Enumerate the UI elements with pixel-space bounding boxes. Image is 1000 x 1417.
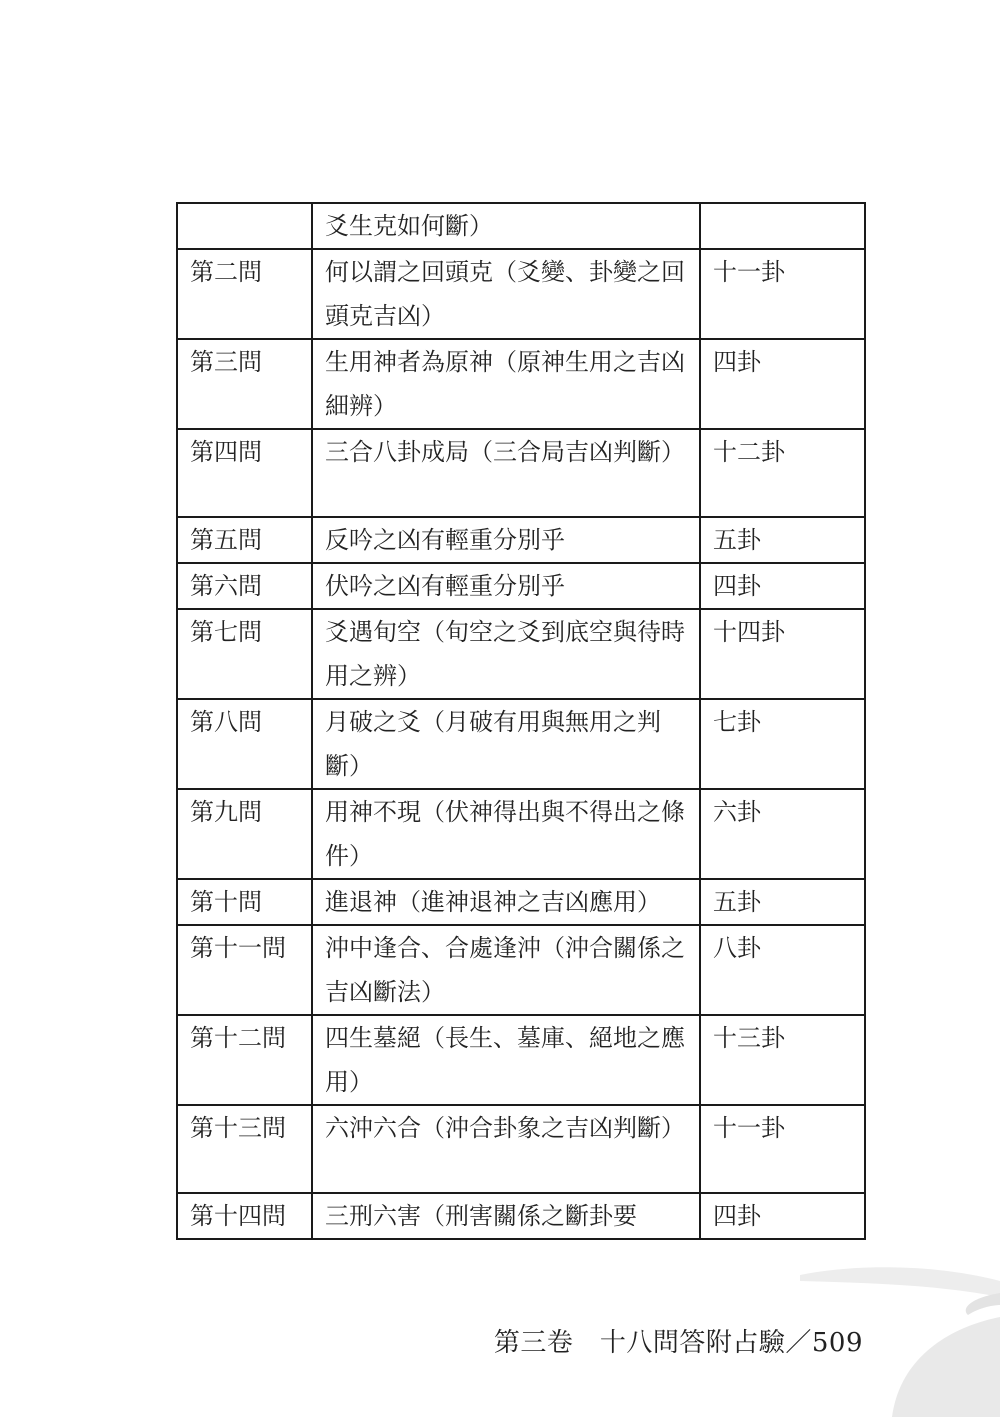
question-topic: 三合八卦成局（三合局吉凶判斷） [312, 429, 700, 517]
question-number: 第十四問 [177, 1193, 312, 1239]
question-topic: 四生墓絕（長生、墓庫、絕地之應用） [312, 1015, 700, 1105]
hexagram-count: 十三卦 [700, 1015, 865, 1105]
table-row [177, 789, 865, 879]
hexagram-count: 四卦 [700, 1193, 865, 1239]
question-number: 第七問 [177, 609, 312, 699]
table-row [177, 563, 865, 609]
hexagram-count: 十一卦 [700, 1105, 865, 1193]
hexagram-count: 四卦 [700, 339, 865, 429]
question-number: 第十三問 [177, 1105, 312, 1193]
hexagram-count: 四卦 [700, 563, 865, 609]
question-topic: 六沖六合（沖合卦象之吉凶判斷） [312, 1105, 700, 1193]
hexagram-count: 十二卦 [700, 429, 865, 517]
table-row [177, 925, 865, 1015]
table-row [177, 339, 865, 429]
question-topic: 三刑六害（刑害關係之斷卦要 [312, 1193, 700, 1239]
question-number: 第十一問 [177, 925, 312, 1015]
question-topic: 進退神（進神退神之吉凶應用） [312, 879, 700, 925]
question-topic: 沖中逢合、合處逢沖（沖合關係之吉凶斷法） [312, 925, 700, 1015]
question-topic: 反吟之凶有輕重分別乎 [312, 517, 700, 563]
table-row [177, 1105, 865, 1193]
table-row [177, 249, 865, 339]
hexagram-count: 六卦 [700, 789, 865, 879]
hexagram-count [700, 203, 865, 249]
table-row [177, 1193, 865, 1239]
question-number: 第十二問 [177, 1015, 312, 1105]
table-row [177, 429, 865, 517]
question-number: 第五問 [177, 517, 312, 563]
question-number: 第九問 [177, 789, 312, 879]
table-row [177, 879, 865, 925]
question-number: 第三問 [177, 339, 312, 429]
table-row [177, 203, 865, 249]
table-row [177, 699, 865, 789]
table-row [177, 609, 865, 699]
question-number: 第八問 [177, 699, 312, 789]
question-number: 第四問 [177, 429, 312, 517]
question-topic: 用神不現（伏神得出與不得出之條件） [312, 789, 700, 879]
contents-table [176, 202, 866, 1240]
question-topic: 生用神者為原神（原神生用之吉凶細辨） [312, 339, 700, 429]
question-topic: 月破之爻（月破有用與無用之判斷） [312, 699, 700, 789]
question-number: 第二問 [177, 249, 312, 339]
question-number [177, 203, 312, 249]
hexagram-count: 十一卦 [700, 249, 865, 339]
question-number: 第十問 [177, 879, 312, 925]
hexagram-count: 八卦 [700, 925, 865, 1015]
table-row [177, 1015, 865, 1105]
table-row [177, 517, 865, 563]
hexagram-count: 七卦 [700, 699, 865, 789]
page-footer: 第三卷 十八問答附占驗／509 [493, 1328, 863, 1358]
question-topic: 何以謂之回頭克（爻變、卦變之回頭克吉凶） [312, 249, 700, 339]
hexagram-count: 十四卦 [700, 609, 865, 699]
question-number: 第六問 [177, 563, 312, 609]
question-topic: 伏吟之凶有輕重分別乎 [312, 563, 700, 609]
question-topic: 爻生克如何斷） [312, 203, 700, 249]
question-topic: 爻遇旬空（旬空之爻到底空與待時用之辨） [312, 609, 700, 699]
hexagram-count: 五卦 [700, 879, 865, 925]
hexagram-count: 五卦 [700, 517, 865, 563]
